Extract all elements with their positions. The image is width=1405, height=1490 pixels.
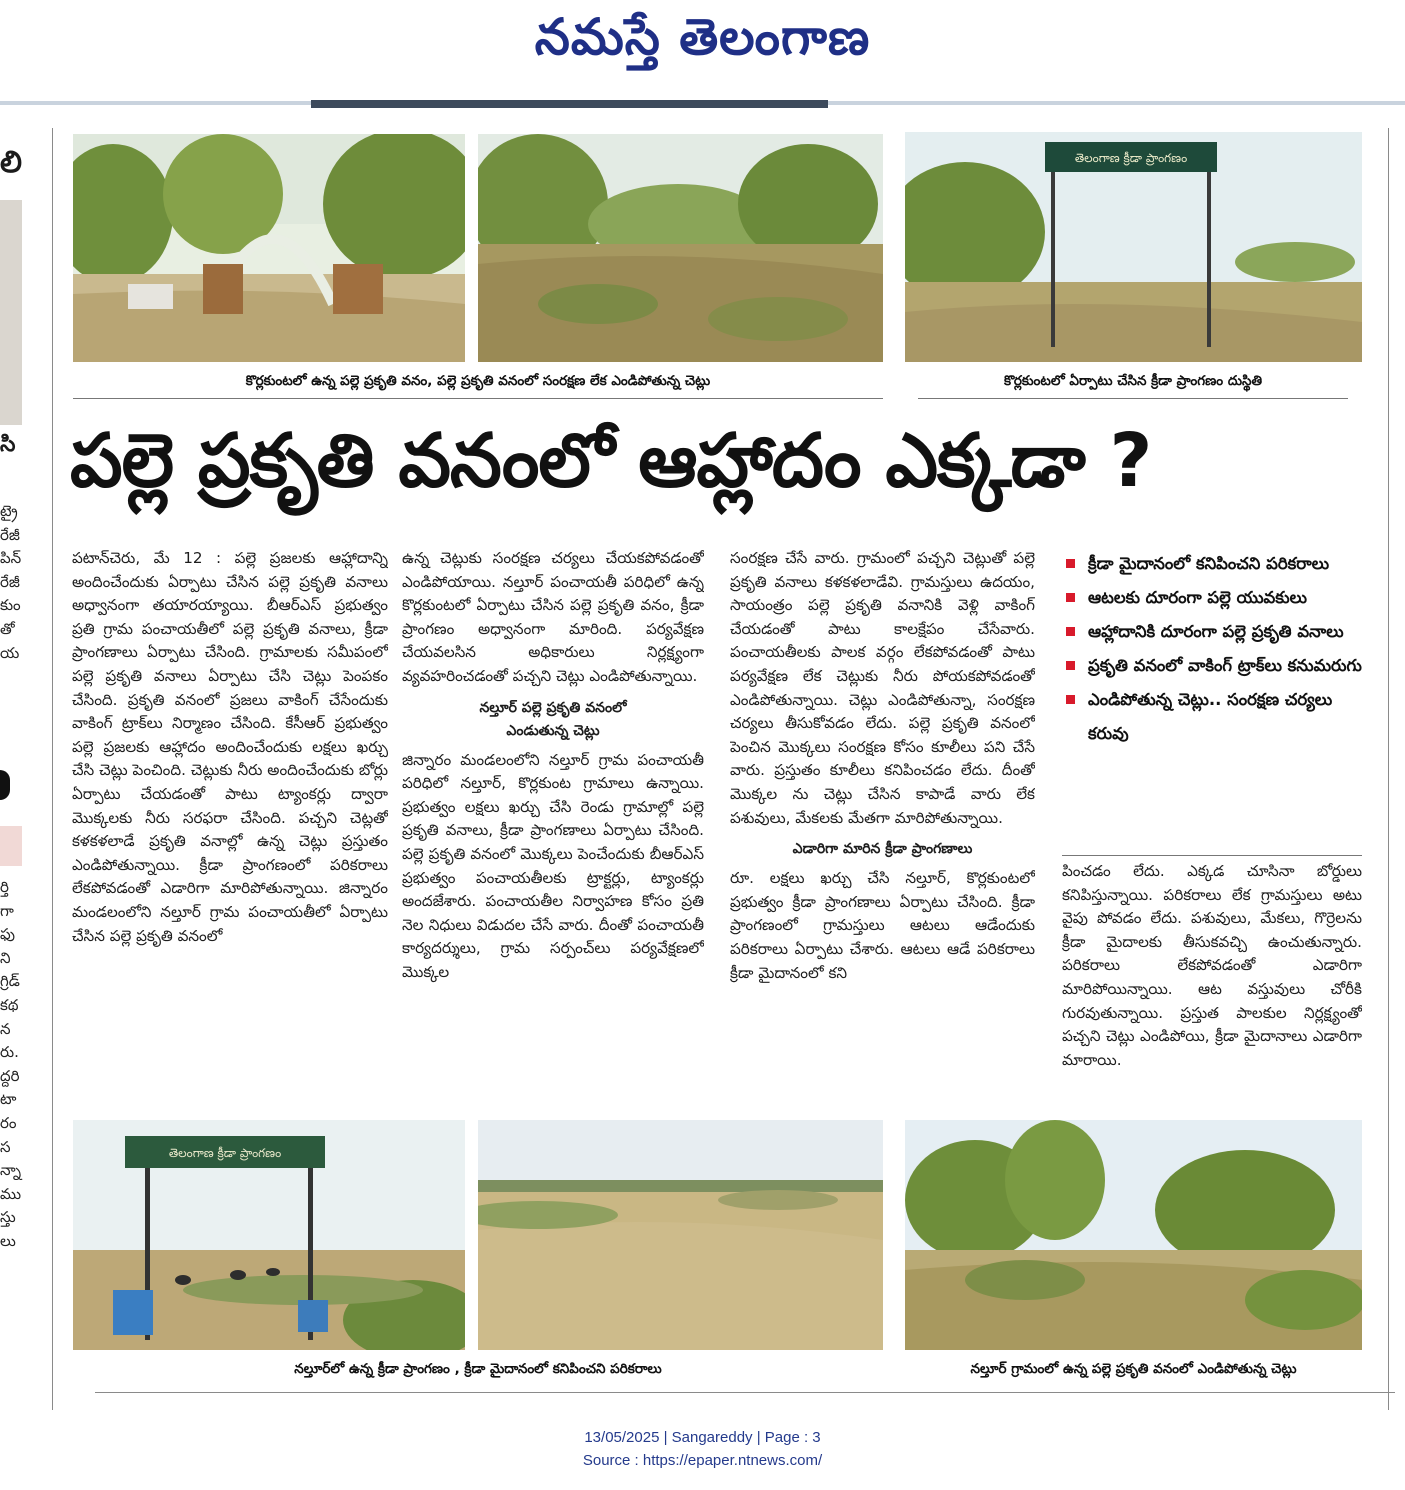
- bottom-rule: [95, 1392, 1395, 1393]
- highlight-item: ఆహ్లాదానికి దూరంగా పల్లె ప్రకృతి వనాలు: [1062, 615, 1362, 649]
- article-column-4: పించడం లేదు. ఎక్కడ చూసినా బోర్డులు కనిపిస్తున్నాయి. పరికరాలు లేక గ్రామస్తులు అటు వైపు పోవడం లేదు. పశువులు, మేకలు, గొర్రెలను క్రీడా మైదాలకు తీసుకవచ్చి ఉంచుతున్నారు. పరికరాలు లేకపోవడంతో ఎడారిగా మారిపోయిన్నాయి. ఆట వస్తువులు చోరీకి గురవుతున్నాయి. ప్రస్తుత పాలకుల నిర్లక్ష్యంతో పచ్చని చెట్లు ఎండిపోయి, క్రీడా మైదానాలు ఎడారిగా మారాయి.: [1062, 862, 1362, 1069]
- bullet-square-icon: [1066, 627, 1075, 636]
- headline: పల్లె ప్రకృతి వనంలో ఆహ్లాదం ఎక్కడా ?: [70, 418, 1152, 504]
- photo-sports-ground-arch: [905, 132, 1362, 362]
- top-caption-left: కొర్లకుంటలో ఉన్న పల్లె ప్రకృతి వనం, పల్లె ప్రకృతి వనంలో సంరక్షణ లేక ఎండిపోతున్న చెట్లు: [245, 373, 711, 389]
- sign-board-text: తెలంగాణ క్రీడా ప్రాంగణం: [168, 1146, 282, 1160]
- masthead-rule-accent: [311, 100, 828, 108]
- highlight-box: [1062, 547, 1362, 751]
- caption-rule: [73, 398, 883, 399]
- highlight-item: ఆటలకు దూరంగా పల్లె యువకులు: [1062, 581, 1362, 615]
- top-caption-right: కొర్లకుంటలో ఏర్పాటు చేసిన క్రీడా ప్రాంగణం దుస్థితి: [1003, 373, 1263, 389]
- photo-nalthur-ground-sign: [73, 1120, 465, 1350]
- left-fragment-photo: [0, 200, 22, 425]
- column-separator: [1388, 128, 1389, 1410]
- article-column-2: ఉన్న చెట్లుకు సంరక్షణ చర్యలు చేయకపోవడంతో ఎండిపోయాయి. నల్తూర్ పంచాయతీ పరిధిలో ఉన్న కొర్లకుంటలో ఏర్పాటు చేసిన పల్లె ప్రకృతి వనం, క్రీడా ప్రాంగణం అధ్వానంగా మారింది. పర్యవేక్షణ చేయవలసిన అధికారులు నిర్లక్ష్యంగా వ్యవహరించడంతో పచ్చని చెట్లు ఎండిపోతున్నాయి. నల్తూర్ పల్లె ప్రకృతి వనంలో ఎండుతున్న చెట్లు జిన్నారం మండలంలోని నల్తూర్ గ్రామ పంచాయతీ పరిధిలో నల్తూర్, కొర్లకుంట గ్రామాలు ఉన్నాయి. ప్రభుత్వం లక్షలు ఖర్చు చేసి రెండు గ్రామాల్లో పల్లె ప్రకృతి వనాలు, క్రీడా ప్రాంగణాలు ఏర్పాటు చేసింది. పల్లె ప్రకృతి వనంలో మొక్కలు పెంచేందుకు బీఆర్‌ఎస్ ప్రభుత్వం పంచాయతీలకు ట్రాక్టర్లు, ట్యాంకర్లు అందజేశారు. పంచాయతీల నిర్వాహణ కోసం ప్రతి నెల నిధులు విడుదల చేసే వారు. దీంతో పంచాయతీ కార్యదర్శులు, గ్రామ సర్పంచ్‌లు పర్యవేక్షణలో మొక్కల: [402, 549, 704, 981]
- arch-sign-text: తెలంగాణ క్రీడా ప్రాంగణం: [1074, 151, 1188, 165]
- highlight-item: ప్రకృతి వనంలో వాకింగ్ ట్రాక్‌లు కనుమరుగు: [1062, 649, 1362, 683]
- bullet-square-icon: [1066, 593, 1075, 602]
- column-separator: [52, 128, 53, 1410]
- left-fragment-glyph: [0, 770, 10, 800]
- left-fragment-box: [0, 826, 22, 866]
- bullet-square-icon: [1066, 661, 1075, 670]
- subhead-deserted-grounds: ఎడారిగా మారిన క్రీడా ప్రాంగణాలు: [792, 841, 973, 858]
- caption-rule: [918, 398, 1348, 399]
- highlight-item: ఎండిపోతున్న చెట్లు.. సంరక్షణ చర్యలు కరువు: [1062, 683, 1362, 751]
- article-column-1: పటాన్‌చెరు, మే 12 : పల్లె ప్రజలకు ఆహ్లాదాన్ని అందించేందుకు ఏర్పాటు చేసిన పల్లె ప్రకృతి వనాలు అధ్వానంగా తయారయ్యాయి. బీఆర్‌ఎస్ ప్రభుత్వం ప్రతి గ్రామ పంచాయతీలో పల్లె ప్రకృతి వనాలు, క్రీడా ప్రాంగణాలు ఏర్పాటు చేసింది. గ్రామాలకు సమీపంలో పల్లె ప్రకృతి వనాలు ఏర్పాటు చేసి చెట్లు పెంపకం చేసింది. ప్రకృతి వనంలో ప్రజలు వాకింగ్ చేసేందుకు వాకింగ్ ట్రాక్‌లు నిర్మాణం చేసింది. కేసీఆర్ ప్రభుత్వం పల్లె ప్రజలకు ఆహ్లాదం అందించేందుకు లక్షలు ఖర్చు చేసి చెట్లు పెంచింది. చెట్లుకు నీరు అందించేందుకు బోర్లు ఏర్పాటు చేయడంతో పాటు ట్యాంకర్లు ద్వారా మొక్కలకు నీరు సరఫరా చేసింది. పచ్చని చెట్లతో కళకళలాడే ప్రకృతి వనాల్లో ఉన్న చెట్లు ప్రస్తుతం ఎండిపోతున్నాయి. క్రీడా ప్రాంగణంలో పరికరాలు లేకపోవడంతో ఎడారిగా మారిపోతున్నాయి. జిన్నారం మండలంలోని నల్తూర్ గ్రామ పంచాయతీలో ఏర్పాటు చేసిన పల్లె ప్రకృతి వనంలో: [72, 549, 388, 945]
- highlight-rule: [1062, 855, 1362, 856]
- photo-dry-trees: [478, 134, 883, 362]
- photo-nalthur-park-trees: [905, 1120, 1362, 1350]
- article-column-3: సంరక్షణ చేసే వారు. గ్రామంలో పచ్చని చెట్లుతో పల్లె ప్రకృతి వనాలు కళకళలాడేవి. గ్రామస్తులు ఉదయం, సాయంత్రం పల్లె ప్రకృతి వనానికి వెళ్లి వాకింగ్ చేయడంతో పాటు కాలక్షేపం చేసేవారు. పంచాయతీలకు పాలక వర్గం లేకపోవడంతో పాటు పర్యవేక్షణ లేక చెట్లుకు నీరు పోయకపోవడంతో ఎండిపోతున్నాయి. చెట్లు ఎండిపోతున్నా, సంరక్షణ చర్యలు తీసుకోవడం లేదు. పల్లె ప్రకృతి వనంలో పెంచిన మొక్కలు సంరక్షణ కోసం కూలీలు పని చేసే వారు. ప్రస్తుతం కూలీలు కనిపించడం లేదు. దీంతో మొక్కల ను చెట్లు చేసిన కాపాడే వారు లేక పశువులు, మేకలకు మేతగా మారిపోతున్నాయి. ఎడారిగా మారిన క్రీడా ప్రాంగణాలు రూ. లక్షలు ఖర్చు చేసి నల్తూర్, కొర్లకుంటలో ప్రభుత్వం క్రీడా ప్రాంగణాలు ఏర్పాటు చేసింది. క్రీడా ప్రాంగణంలో గ్రామస్తులు ఆటలు ఆడేందుకు పరికరాలు ఏర్పాటు చేశారు. ఆటలు ఆడే పరికరాలు క్రీడా మైదానంలో కని: [730, 549, 1035, 982]
- photo-park-gate: [73, 134, 465, 362]
- bottom-caption-right: నల్తూర్ గ్రామంలో ఉన్న పల్లె ప్రకృతి వనంలో ఎండిపోతున్న చెట్లు: [970, 1361, 1297, 1377]
- left-fragment-text-2: ర్తి గా ఫు ని గ్రిడ్ కథ న రు. ద్దరి టా రం స న్నా ము స్తు లు: [0, 878, 22, 1250]
- footer-source: Source : https://epaper.ntnews.com/: [582, 1452, 823, 1469]
- photo-empty-ground: [478, 1120, 883, 1350]
- bullet-square-icon: [1066, 559, 1075, 568]
- left-fragment-text-1: ట్రై రేజీ పిన్ రేజీ కుం తో య: [0, 502, 22, 662]
- bullet-square-icon: [1066, 695, 1075, 704]
- footer-date-page: 13/05/2025 | Sangareddy | Page : 3: [584, 1429, 821, 1446]
- left-fragment-sub: సి: [0, 432, 16, 457]
- masthead-title: నమస్తే తెలంగాణ: [534, 8, 871, 66]
- highlight-item: క్రీడా మైదానంలో కనిపించని పరికరాలు: [1062, 547, 1362, 581]
- subhead-nalthur: నల్తూర్ పల్లె ప్రకృతి వనంలో ఎండుతున్న చెట్లు: [479, 699, 627, 739]
- left-fragment-heading: లి: [0, 145, 22, 180]
- bottom-caption-left: నల్తూర్‌లో ఉన్న క్రీడా ప్రాంగణం , క్రీడా మైదానంలో కనిపించని పరికరాలు: [294, 1361, 662, 1377]
